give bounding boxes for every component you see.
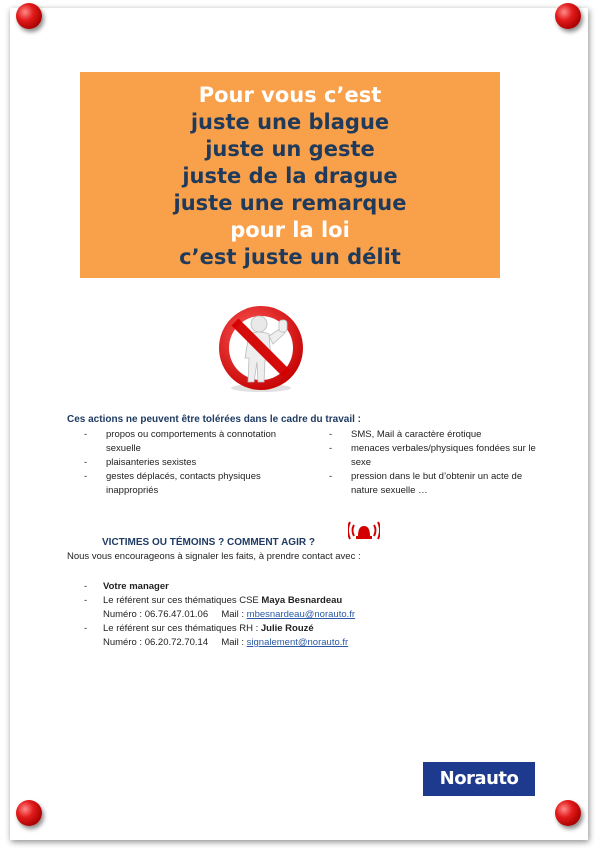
contacts-list [84,580,355,650]
pushpin-icon [555,3,581,29]
slogan-line: juste une blague [190,110,390,134]
slogan-line: juste de la drague [182,164,398,188]
cse-mail-label: Mail : [221,609,245,620]
alarm-icon [348,517,380,543]
cse-prefix: Le référent sur ces thématiques CSE [103,595,259,606]
slogan-line: Pour vous c’est [198,83,382,107]
actions-title: Ces actions ne peuvent être tolérées dans le cadre du travail : [67,414,361,425]
slogan-line: pour la loi [230,218,350,242]
slogan-line: juste un geste [205,137,375,161]
list-item: - propos ou comportements à connotation sexuelle [84,428,284,456]
manager-label: Votre manager [103,581,169,592]
slogan-line: juste une remarque [173,191,407,215]
actions-list-right [329,428,539,498]
pushpin-icon [16,3,42,29]
cse-name: Maya Besnardeau [261,595,343,606]
list-item: - pression dans le but d’obtenir un acte de nature sexuelle … [329,470,539,498]
cse-mail-link[interactable]: mbesnardeau@norauto.fr [246,609,356,620]
cse-phone: Numéro : 06.76.47.01.06 [103,609,209,620]
list-item [84,622,355,636]
rh-prefix: Le référent sur ces thématiques RH : [103,623,259,634]
rh-contact-line [84,636,355,650]
no-entry-icon [215,302,307,394]
actions-list-left [84,428,284,498]
pushpin-icon [555,800,581,826]
list-item: - gestes déplacés, contacts physiques inappropriés [84,470,284,498]
pushpin-icon [16,800,42,826]
list-item: - menaces verbales/physiques fondées sur le sexe [329,442,539,470]
list-item [84,594,355,608]
rh-mail-label: Mail : [221,637,245,648]
how-to-act-title: VICTIMES OU TÉMOINS ? COMMENT AGIR ? [102,537,315,548]
norauto-logo [423,762,535,796]
slogan-line: c’est juste un délit [179,245,401,269]
cse-contact-line [84,608,355,622]
rh-name: Julie Rouzé [260,623,314,634]
slogan-banner [80,72,500,278]
rh-mail-link[interactable]: signalement@norauto.fr [246,637,349,648]
logo-text: Norauto [439,768,519,789]
list-item [84,580,355,594]
rh-phone: Numéro : 06.20.72.70.14 [103,637,209,648]
intro-text: Nous vous encourageons à signaler les faits, à prendre contact avec : [67,551,361,562]
list-item: - SMS, Mail à caractère érotique [329,428,539,442]
list-item: - plaisanteries sexistes [84,456,284,470]
